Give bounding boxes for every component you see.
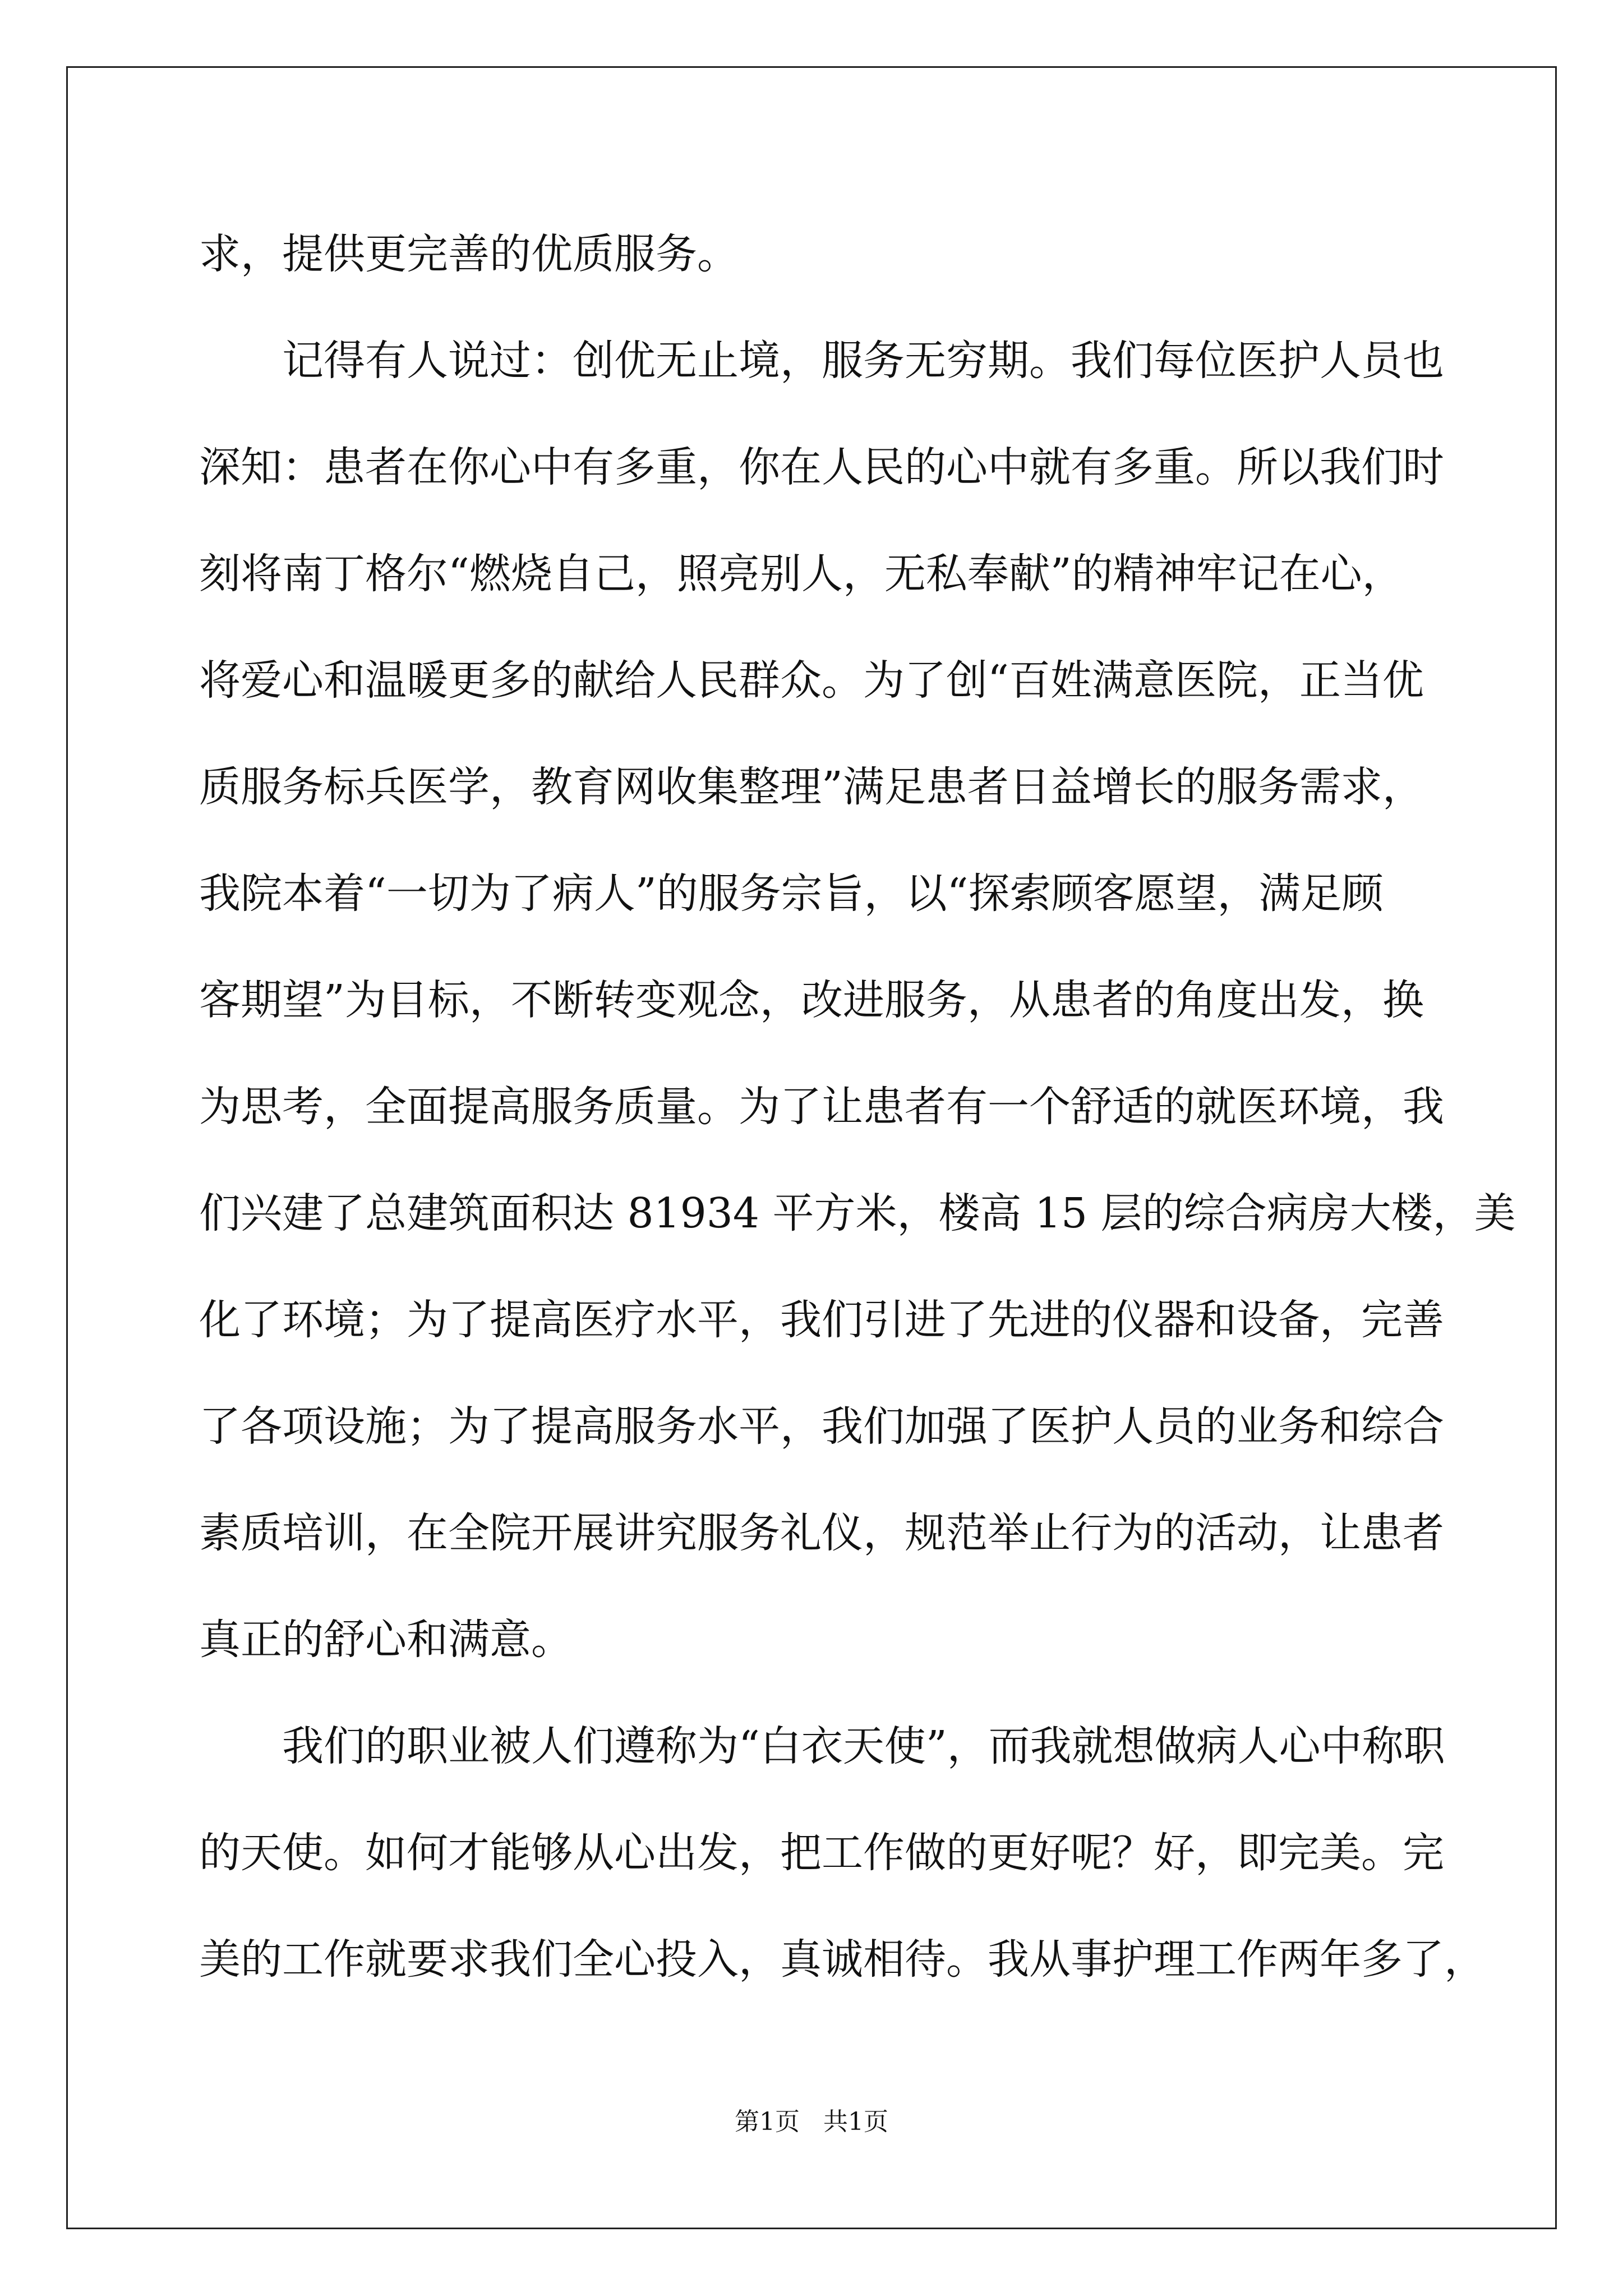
text-line: 们兴建了总建筑面积达 81934 平方米，楼高 15 层的综合病房大楼，美 <box>199 1189 1516 1237</box>
text-line: 质服务标兵医学，教育网收集整理”满足患者日益增长的服务需求， <box>199 763 1424 811</box>
text-line: 素质培训，在全院开展讲究服务礼仪，规范举止行为的活动，让患者 <box>199 1509 1444 1557</box>
text-line: 化了环境；为了提高医疗水平，我们引进了先进的仪器和设备，完善 <box>199 1296 1444 1344</box>
text-line: 了各项设施；为了提高服务水平，我们加强了医护人员的业务和综合 <box>199 1402 1444 1451</box>
text-line: 将爱心和温暖更多的献给人民群众。为了创“百姓满意医院，正当优 <box>199 656 1424 705</box>
text-line: 我们的职业被人们遵称为“白衣天使”，而我就想做病人心中称职 <box>199 1722 1445 1770</box>
text-line: 美的工作就要求我们全心投入，真诚相待。我从事护理工作两年多了， <box>199 1935 1486 1984</box>
text-line: 为思考，全面提高服务质量。为了让患者有一个舒适的就医环境，我 <box>199 1083 1444 1131</box>
text-line: 的天使。如何才能够从心出发，把工作做的更好呢？好，即完美。完 <box>199 1829 1444 1877</box>
text-line: 真正的舒心和满意。 <box>199 1616 573 1664</box>
text-line: 求，提供更完善的优质服务。 <box>199 230 739 278</box>
page-footer: 第1页 共1页 <box>735 2108 888 2136</box>
document-body <box>199 201 1516 2013</box>
text-line: 记得有人说过：创优无止境，服务无穷期。我们每位医护人员也 <box>199 337 1444 385</box>
text-line: 客期望”为目标，不断转变观念，改进服务，从患者的角度出发，换 <box>199 976 1424 1024</box>
text-line: 刻将南丁格尔“燃烧自己，照亮别人，无私奉献”的精神牢记在心， <box>199 550 1404 598</box>
text-line: 深知：患者在你心中有多重，你在人民的心中就有多重。所以我们时 <box>199 443 1444 491</box>
text-line: 我院本着“一切为了病人”的服务宗旨，以“探索顾客愿望，满足顾 <box>199 869 1384 918</box>
